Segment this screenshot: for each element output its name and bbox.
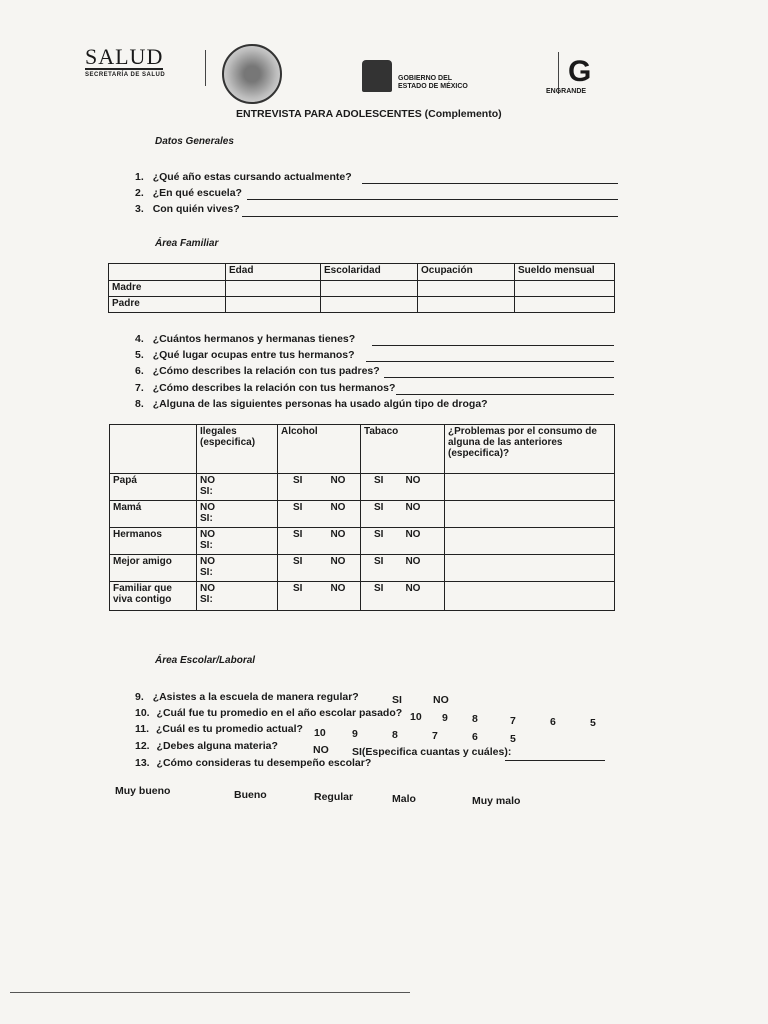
question-text: ¿En qué escuela? <box>152 187 242 199</box>
question-12 <box>135 740 278 752</box>
row-label: Familiar que vivа contigo <box>110 582 197 611</box>
salud-logo: SALUD <box>85 44 164 69</box>
table-cell[interactable] <box>226 281 321 297</box>
question-text: ¿Cuál es tu promedio actual? <box>155 723 303 735</box>
table-header-cell: Tabaco <box>361 425 445 474</box>
table-cell[interactable] <box>226 297 321 313</box>
alcohol-cell <box>278 501 361 528</box>
problems-cell[interactable] <box>445 501 615 528</box>
option-no[interactable]: NO <box>330 529 346 540</box>
ilegales-cell <box>197 528 278 555</box>
problems-cell[interactable] <box>445 555 615 582</box>
table-header-cell: Sueldo mensual <box>515 264 615 281</box>
table-header-cell: Ocupación <box>418 264 515 281</box>
ilegales-cell <box>197 555 278 582</box>
problems-cell[interactable] <box>445 528 615 555</box>
option-si[interactable]: SI: <box>200 594 213 605</box>
question-6 <box>135 365 380 377</box>
table-row <box>110 501 615 528</box>
gobierno-emblem-icon <box>362 60 392 92</box>
table-header-cell <box>110 425 197 474</box>
question-8 <box>135 398 488 410</box>
question-text: ¿Cuál fue tu promedio en el año escolar pasado? <box>156 707 403 719</box>
salud-subtitle: SECRETARÍA DE SALUD <box>85 72 166 78</box>
row-label: Mejor amigo <box>110 555 197 582</box>
question-2 <box>135 187 242 199</box>
table-header-cell: Ilegales (especifica) <box>197 425 278 474</box>
question-number: 12. <box>135 740 150 752</box>
question-text: ¿Cuántos hermanos y hermanas tienes? <box>152 333 356 345</box>
answer-line-2[interactable] <box>247 199 618 200</box>
table-cell[interactable] <box>418 297 515 313</box>
alcohol-cell <box>278 528 361 555</box>
table-header-cell <box>109 264 226 281</box>
option-si[interactable]: SI <box>374 475 384 486</box>
question-text: ¿Debes alguna materia? <box>156 740 278 752</box>
question-9 <box>135 691 359 703</box>
table-header-cell: Alcohol <box>278 425 361 474</box>
table-cell[interactable] <box>515 297 615 313</box>
engrande-text: ENGRANDE <box>546 88 587 95</box>
option-si[interactable]: SI <box>293 583 303 594</box>
table-header-cell: Escolaridad <box>321 264 418 281</box>
q11-option[interactable]: 9 <box>352 728 358 740</box>
row-label: Padre <box>109 297 226 313</box>
alcohol-cell <box>278 582 361 611</box>
option-si[interactable]: SI: <box>200 486 213 497</box>
option-no[interactable]: NO <box>200 583 215 594</box>
question-7 <box>135 382 395 394</box>
family-table <box>108 263 615 313</box>
problems-cell[interactable] <box>445 474 615 501</box>
q11-option[interactable]: 5 <box>510 733 516 745</box>
question-5 <box>135 349 355 361</box>
option-no[interactable]: NO <box>200 502 215 513</box>
question-number: 9. <box>135 691 144 703</box>
gobierno-text <box>398 75 468 91</box>
tabaco-cell <box>361 474 445 501</box>
option-no[interactable]: NO <box>330 475 346 486</box>
option-si[interactable]: SI <box>374 502 384 513</box>
q13-option-muy-malo[interactable]: Muy malo <box>472 795 521 807</box>
option-no[interactable]: NO <box>200 475 215 486</box>
q10-option[interactable]: 8 <box>472 713 478 725</box>
row-label: Hermanos <box>110 528 197 555</box>
q10-option[interactable]: 6 <box>550 716 556 728</box>
question-number: 10. <box>135 707 150 719</box>
row-label: Papá <box>110 474 197 501</box>
question-text: ¿Asistes a la escuela de manera regular? <box>152 691 359 703</box>
option-no[interactable]: NO <box>405 475 421 486</box>
table-row <box>110 555 615 582</box>
question-text: ¿Qué año estas cursando actualmente? <box>152 171 352 183</box>
alcohol-cell <box>278 474 361 501</box>
question-number: 6. <box>135 365 144 377</box>
q10-option[interactable]: 7 <box>510 715 516 727</box>
option-no[interactable]: NO <box>330 502 346 513</box>
document-title: ENTREVISTA PARA ADOLESCENTES (Complemento) <box>236 108 502 120</box>
engrande-g-logo: G <box>568 55 592 88</box>
option-no[interactable]: NO <box>405 529 421 540</box>
q12-option-no[interactable]: NO <box>313 744 329 756</box>
option-si[interactable]: SI <box>293 556 303 567</box>
national-seal-icon <box>222 44 282 104</box>
answer-line-1[interactable] <box>362 183 618 184</box>
bottom-rule <box>10 992 410 993</box>
question-10 <box>135 707 402 719</box>
table-header-cell: Edad <box>226 264 321 281</box>
header-divider <box>205 50 206 86</box>
section-area-escolar: Área Escolar/Laboral <box>155 655 256 666</box>
question-4 <box>135 333 355 345</box>
table-row <box>109 281 615 297</box>
family-table-header <box>109 264 615 281</box>
table-cell[interactable] <box>515 281 615 297</box>
option-si[interactable]: SI <box>374 556 384 567</box>
question-number: 1. <box>135 171 144 183</box>
option-si[interactable]: SI: <box>200 540 213 551</box>
option-no[interactable]: NO <box>405 502 421 513</box>
table-header-cell: ¿Problemas por el consumo de alguna de las anteriores (especifica)? <box>445 425 615 474</box>
question-text: ¿Cómo describes la relación con tus hermanos? <box>152 382 396 394</box>
question-13 <box>135 757 371 769</box>
tabaco-cell <box>361 528 445 555</box>
option-no[interactable]: NO <box>200 556 215 567</box>
option-si[interactable]: SI <box>374 529 384 540</box>
table-row <box>110 528 615 555</box>
section-datos-generales: Datos Generales <box>155 136 234 147</box>
question-3 <box>135 203 240 215</box>
q11-option[interactable]: 10 <box>314 727 326 739</box>
answer-line-7[interactable] <box>396 394 614 395</box>
question-text: Con quién vives? <box>152 203 240 215</box>
option-no[interactable]: NO <box>405 583 421 594</box>
question-text: ¿Qué lugar ocupas entre tus hermanos? <box>152 349 355 361</box>
question-number: 11. <box>135 723 150 735</box>
question-number: 2. <box>135 187 144 199</box>
option-no[interactable]: NO <box>405 556 421 567</box>
q10-option[interactable]: 10 <box>410 711 422 723</box>
question-number: 7. <box>135 382 144 394</box>
q10-option[interactable]: 9 <box>442 712 448 724</box>
alcohol-cell <box>278 555 361 582</box>
section-area-familiar: Área Familiar <box>155 238 219 249</box>
row-label: Madre <box>109 281 226 297</box>
tabaco-cell <box>361 582 445 611</box>
gobierno-line1: GOBIERNO DEL <box>398 75 453 82</box>
option-no[interactable]: NO <box>200 529 215 540</box>
option-si[interactable]: SI <box>293 475 303 486</box>
question-number: 5. <box>135 349 144 361</box>
gobierno-line2: ESTADO DE MÉXICO <box>398 83 468 90</box>
question-number: 13. <box>135 757 150 769</box>
answer-line-12[interactable] <box>505 760 605 761</box>
q13-option-bueno[interactable]: Bueno <box>234 789 267 801</box>
q11-option[interactable]: 8 <box>392 729 398 741</box>
question-11 <box>135 723 303 735</box>
q10-option[interactable]: 5 <box>590 717 596 729</box>
table-cell[interactable] <box>321 297 418 313</box>
q12-option-si[interactable]: SI(Especifica cuantas y cuáles): <box>352 746 512 758</box>
table-cell[interactable] <box>418 281 515 297</box>
q13-option-regular[interactable]: Regular <box>314 791 354 803</box>
q9-option-no[interactable]: NO <box>433 694 449 706</box>
table-cell[interactable] <box>321 281 418 297</box>
answer-line-6[interactable] <box>384 377 614 378</box>
problems-cell[interactable] <box>445 582 615 611</box>
option-no[interactable]: NO <box>330 583 346 594</box>
q13-option-malo[interactable]: Malo <box>392 793 416 805</box>
q11-option[interactable]: 6 <box>472 731 478 743</box>
table-row <box>110 582 615 611</box>
drug-use-table <box>109 424 615 611</box>
row-label: Mamá <box>110 501 197 528</box>
q9-option-si[interactable]: SI <box>392 694 402 706</box>
ilegales-cell <box>197 474 278 501</box>
tabaco-cell <box>361 501 445 528</box>
option-si[interactable]: SI <box>374 583 384 594</box>
ilegales-cell <box>197 582 278 611</box>
question-number: 8. <box>135 398 144 410</box>
option-si[interactable]: SI <box>293 502 303 513</box>
q11-option[interactable]: 7 <box>432 730 438 742</box>
drug-table-header <box>110 425 615 474</box>
tabaco-cell <box>361 555 445 582</box>
question-number: 4. <box>135 333 144 345</box>
answer-line-3[interactable] <box>242 216 618 217</box>
question-number: 3. <box>135 203 144 215</box>
question-text: ¿Alguna de las siguientes personas ha usado algún tipo de droga? <box>152 398 488 410</box>
table-row <box>109 297 615 313</box>
table-row <box>110 474 615 501</box>
answer-line-4[interactable] <box>372 345 614 346</box>
option-si[interactable]: SI <box>293 529 303 540</box>
question-1 <box>135 171 352 183</box>
option-si[interactable]: SI: <box>200 567 213 578</box>
option-si[interactable]: SI: <box>200 513 213 524</box>
q13-option-muy-bueno[interactable]: Muy bueno <box>115 785 171 797</box>
answer-line-5[interactable] <box>366 361 614 362</box>
ilegales-cell <box>197 501 278 528</box>
question-text: ¿Cómo consideras tu desempeño escolar? <box>156 757 372 769</box>
question-text: ¿Cómo describes la relación con tus padres? <box>152 365 380 377</box>
option-no[interactable]: NO <box>330 556 346 567</box>
